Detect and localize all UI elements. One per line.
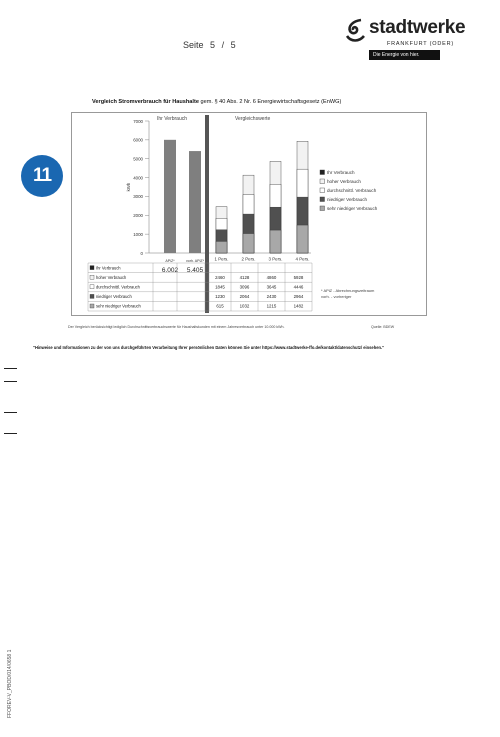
own-category-label: APiZ* [165,259,175,263]
legend-label: hoher Verbrauch [327,179,361,184]
table-cell-value: 1230 [215,294,225,300]
chart-title-rest: gem. § 40 Abs. 2 Nr. 6 Energiewirtschaftsgesetz (EnWG) [198,99,342,105]
chart-footnote: Der Vergleich berücksichtigt lediglich Durchschnittsverbrauchswerte für Haushaltskunden mit einem Jahresverbrauch unter 10.000 kWh. [68,325,285,329]
table-row-swatch [90,285,94,289]
table-cell-value: 3096 [239,284,250,290]
consumption-chart [71,112,427,316]
chart-source: Quelle: BDEW [371,325,395,329]
table-row-label: sehr niedriger Verbrauch [96,303,141,309]
comparison-category-label: 2 Pers. [241,256,256,262]
chart-note: vorh. - vorheriger [321,294,352,299]
comparison-bar-segment [297,225,308,253]
privacy-notice: "Hinweise und Informationen zu der von uns durchgeführten Verarbeitung Ihrer persönlichen Daten können Sie unter https://www.stadtwerke-ffo.de/kontakt/datenschutz/ einsehen." [33,345,385,350]
table-cell-value: 1032 [239,303,250,309]
logo-city: FRANKFURT (ODER) [387,41,454,47]
panel-label-own: Ihr Verbrauch [157,116,188,122]
own-value-label: 5.405 [186,267,204,274]
chart-note: * APiZ - Abrechnungszeitraum [321,288,375,293]
y-tick-label: 7000 [133,118,143,124]
logo-slogan: Die Energie von hier. [369,50,440,60]
table-cell-value: 4446 [293,284,304,290]
legend-label: niedriger Verbrauch [327,197,368,202]
table-cell-value: 2064 [239,294,250,300]
table-cell-value: 4860 [266,274,277,280]
punch-mark [4,412,17,413]
comparison-bar-segment [243,234,254,253]
chart-title [92,99,341,105]
y-axis-label: kWh [126,182,131,192]
table-row-swatch [90,275,94,279]
legend-label: Ihr Verbrauch [327,170,355,175]
table-cell-value: 2964 [293,294,304,300]
y-tick-label: 5000 [133,156,143,162]
table-row-swatch [90,266,94,270]
table-cell-value: 615 [216,303,224,309]
panel-label-comparison: Vergleichswerte [235,116,271,122]
y-tick-label: 4000 [133,175,143,181]
table-row-swatch [90,294,94,298]
y-tick-label: 0 [140,250,143,256]
table-row-label: durchschnittl. Verbrauch [96,284,140,290]
page-label: Seite [183,40,204,50]
fold-mark-bottom [4,433,17,434]
fold-mark-middle [4,381,17,382]
table-cell-value: 1482 [293,303,304,309]
fold-mark-top [4,368,17,369]
table-cell-value: 1845 [215,284,225,290]
section-badge: 11 [21,155,63,197]
table-cell-value: 3645 [266,284,277,290]
legend-swatch [320,206,325,211]
legend-swatch [320,197,325,202]
table-row-label: niedriger Verbrauch [96,294,132,300]
y-tick-label: 6000 [133,137,143,143]
own-value-label: 6.002 [161,267,179,274]
table-cell-value: 1215 [266,303,277,309]
legend-swatch [320,170,325,175]
legend-label: durchschnittl. Verbrauch [327,188,377,193]
own-consumption-bar [164,140,176,253]
table-cell-value: 2460 [215,274,225,280]
logo-name: stadtwerke [369,17,466,38]
table-row-label: Ihr Verbrauch [96,265,121,271]
comparison-bar-segment [216,241,227,253]
page-number [183,40,240,50]
comparison-category-label: 4 Pers. [295,256,310,262]
y-tick-label: 1000 [133,231,143,237]
comparison-bar-segment [270,230,281,253]
page-current: 5 [210,40,216,50]
document-code: FFOREV-V_PBOD/014/0658 1 [7,649,13,718]
legend-label: sehr niedriger Verbrauch [327,206,378,211]
page-separator: / [221,40,225,50]
comparison-category-label: 1 Pers. [214,256,229,262]
legend-swatch [320,188,325,193]
comparison-category-label: 3 Pers. [268,256,283,262]
own-consumption-bar [189,151,201,253]
swirl-icon [344,18,366,44]
legend-swatch [320,179,325,184]
panel-separator [205,115,209,313]
table-cell-value: 5928 [293,274,304,280]
table-row-swatch [90,304,94,308]
page-total: 5 [230,40,236,50]
table-row-label: hoher Verbrauch [96,274,127,280]
y-tick-label: 2000 [133,213,143,219]
own-category-label: vorh. APiZ* [186,259,204,263]
chart-title-bold: Vergleich Stromverbrauch für Haushalte [92,99,199,105]
table-cell-value: 2430 [266,294,277,300]
y-tick-label: 3000 [133,194,143,200]
stadtwerke-logo [342,14,467,62]
table-cell-value: 4128 [239,274,250,280]
